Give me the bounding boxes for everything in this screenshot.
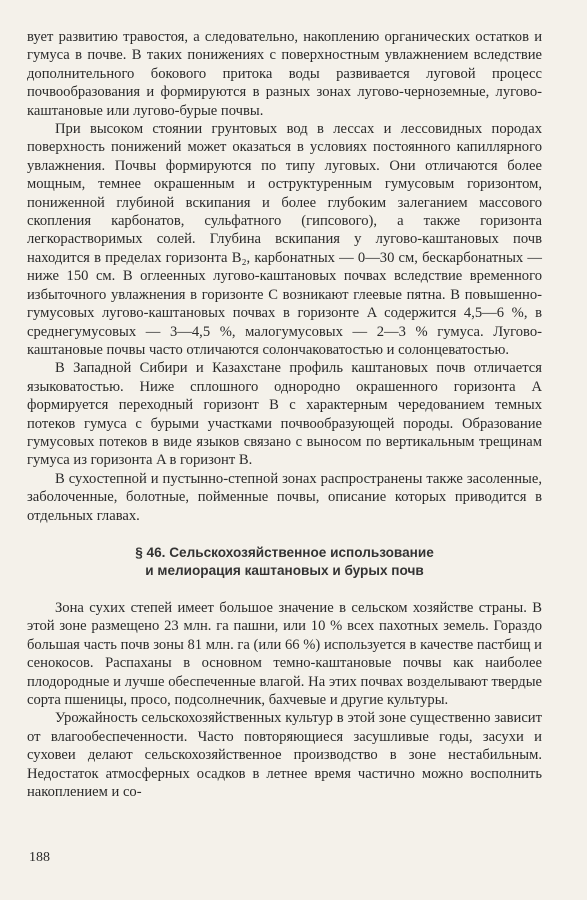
section-heading-line-1: § 46. Сельскохозяйственное использование — [135, 544, 434, 560]
paragraph-5: Зона сухих степей имеет большое значение в сельском хозяйстве страны. В этой зоне размещено 23 млн. га пашни, или 10 % всех пахотных земель. Гораздо большая часть почв зоны 81 млн. га (или 66 %) используется в качестве пастбищ и сенокосов. Распаханы в основном темно-каштановые почвы как наиболее плодородные и лучше обеспеченные влагой. На этих почвах возделывают твердые сорта пшеницы, просо, подсолнечник, бахчевые и другие культуры. — [27, 599, 542, 708]
page-body — [27, 28, 542, 801]
paragraph-4: В сухостепной и пустынно-степной зонах распространены также засоленные, заболоченные, болотные, пойменные почвы, описание которых приводится в отдельных главах. — [27, 470, 542, 524]
paragraph-3: В Западной Сибири и Казахстане профиль каштановых почв отличается языковатостью. Ниже сплошного однородно окрашенного горизонта A формируется переходный горизонт B с характерным чередованием темных потеков гумуса с бурыми участками почвообразующей породы. Образование гумусовых потеков в виде языков связано с выносом по вертикальным трещинам гумуса из горизонта A в горизонт B. — [27, 360, 542, 469]
paragraph-2: При высоком стоянии грунтовых вод в лессах и лессовидных породах поверхность понижений может оказаться в условиях постоянного капиллярного увлажнения. Почвы формируются по типу луговых. Они отличаются более мощным, темнее окрашенным и оструктуренным гумусовым горизонтом, пониженной глубиной вскипания и более глубоким залеганием массового скопления карбонатов, сульфатного (гипсового), а также горизонта легкорастворимых солей. Глубина вскипания у лугово-каштановых почв находится в пределах горизонта B₂, карбонатных — 0—30 см, бескарбонатных — ниже 150 см. В оглеенных лугово-каштановых почвах вследствие временного избыточного увлажнения в горизонте C возникают глеевые пятна. В повышенно-гумусовых лугово-каштановых почвах в горизонте A содержится 4,5—6 %, в среднегумусовых — 3—4,5 %, малогумусовых — 2—3 % гумуса. Лугово-каштановые почвы часто отличаются солончаковатостью и солонцеватостью. — [27, 121, 542, 358]
section-heading — [27, 544, 542, 580]
paragraph-6: Урожайность сельскохозяйственных культур в этой зоне существенно зависит от влагообеспеченности. Часто повторяющиеся засушливые годы, засухи и суховеи делают сельскохозяйственное производство в зоне нестабильным. Недостаток атмосферных осадков в летнее время частично можно восполнить накоплением и со- — [27, 710, 542, 801]
section-heading-line-2: и мелиорация каштановых и бурых почв — [145, 562, 424, 578]
paragraph-1: вует развитию травостоя, а следовательно, накоплению органических остатков и гумуса в почве. В таких понижениях с поверхностным увлажнением вследствие дополнительного бокового притока воды развивается луговой процесс почвообразования и формируются в разных зонах лугово-черноземные, лугово-каштановые или лугово-бурые почвы. — [27, 29, 542, 119]
page-number: 188 — [29, 850, 50, 865]
